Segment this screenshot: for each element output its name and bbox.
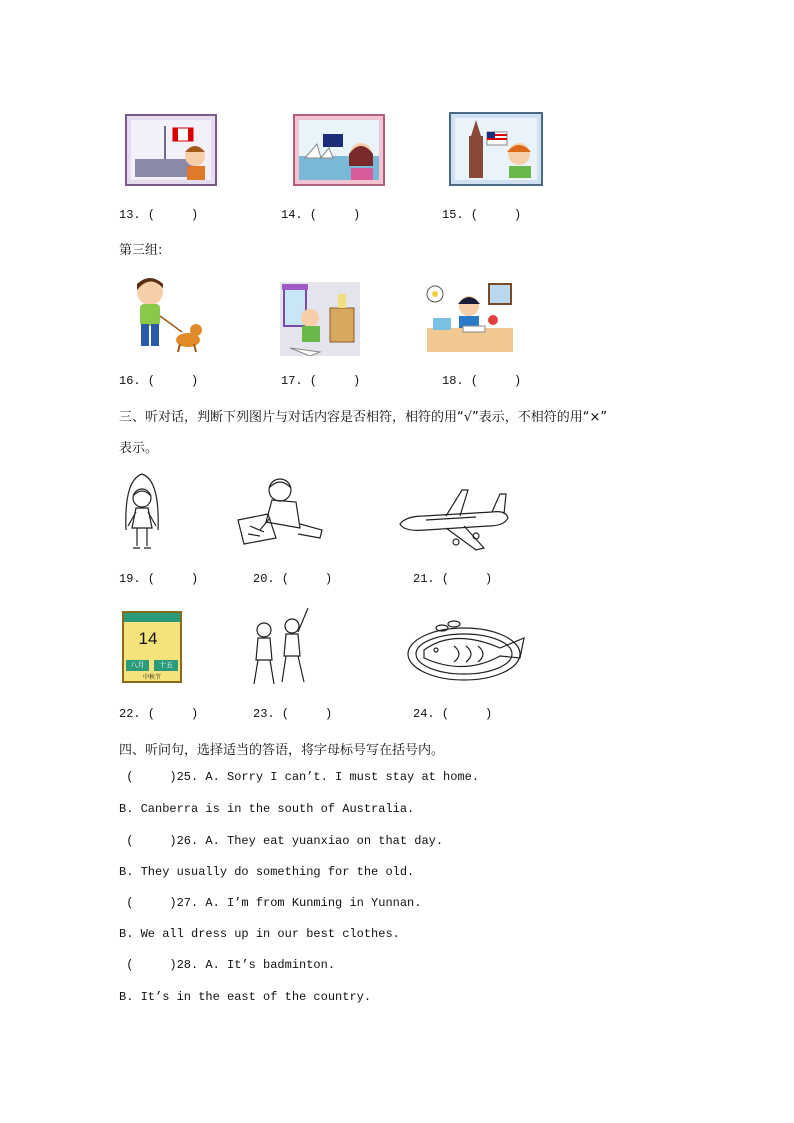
label-19: 19. ( ) [119,572,199,586]
question-26-option-a: ( )26. A. They eat yuanxiao on that day. [119,834,444,848]
picture-australia [293,114,385,186]
section4-instruction: 四、听问句，选择适当的答语，将字母标号写在括号内。 [119,743,445,758]
section3-instruction-cont: 表示。 [119,441,159,456]
picture-boy-drawing [230,474,330,550]
picture-boy-walking-dog [122,272,206,356]
picture-airplane [396,488,512,554]
picture-baseball-players [248,606,312,688]
label-21: 21. ( ) [413,572,493,586]
picture-boy-in-room [280,282,360,356]
label-24: 24. ( ) [413,707,493,721]
calendar-month: 八月 [126,660,149,671]
question-27-option-a: ( )27. A. I’m from Kunming in Yunnan. [119,896,422,910]
label-16: 16. ( ) [119,374,199,388]
calendar-lunar: 十五 [154,660,178,671]
label-22: 22. ( ) [119,707,199,721]
question-25-option-a: ( )25. A. Sorry I can’t. I must stay at home. [119,770,480,784]
label-15: 15. ( ) [442,208,522,222]
calendar-day: 14 [138,629,158,648]
label-14: 14. ( ) [281,208,361,222]
label-20: 20. ( ) [253,572,333,586]
question-25-option-b: B. Canberra is in the south of Australia. [119,802,415,816]
label-17: 17. ( ) [281,374,361,388]
picture-girl-jumping-rope [120,470,164,556]
question-28-option-b: B. It’s in the east of the country. [119,990,372,1004]
group3-heading: 第三组: [119,243,163,258]
question-27-option-b: B. We all dress up in our best clothes. [119,927,400,941]
question-28-option-a: ( )28. A. It’s badminton. [119,958,336,972]
label-13: 13. ( ) [119,208,199,222]
picture-usa [449,112,543,186]
calendar-header [124,613,180,622]
label-18: 18. ( ) [442,374,522,388]
calendar-festival: 中秋节 [142,674,161,681]
picture-boy-studying [423,282,515,354]
picture-calendar [122,611,182,683]
section3-instruction: 三、听对话，判断下列图片与对话内容是否相符，相符的用“√”表示，不相符的用“×” [119,410,608,425]
label-23: 23. ( ) [253,707,333,721]
picture-fish-on-plate [404,614,532,684]
picture-canada [125,114,217,186]
question-26-option-b: B. They usually do something for the old. [119,865,415,879]
